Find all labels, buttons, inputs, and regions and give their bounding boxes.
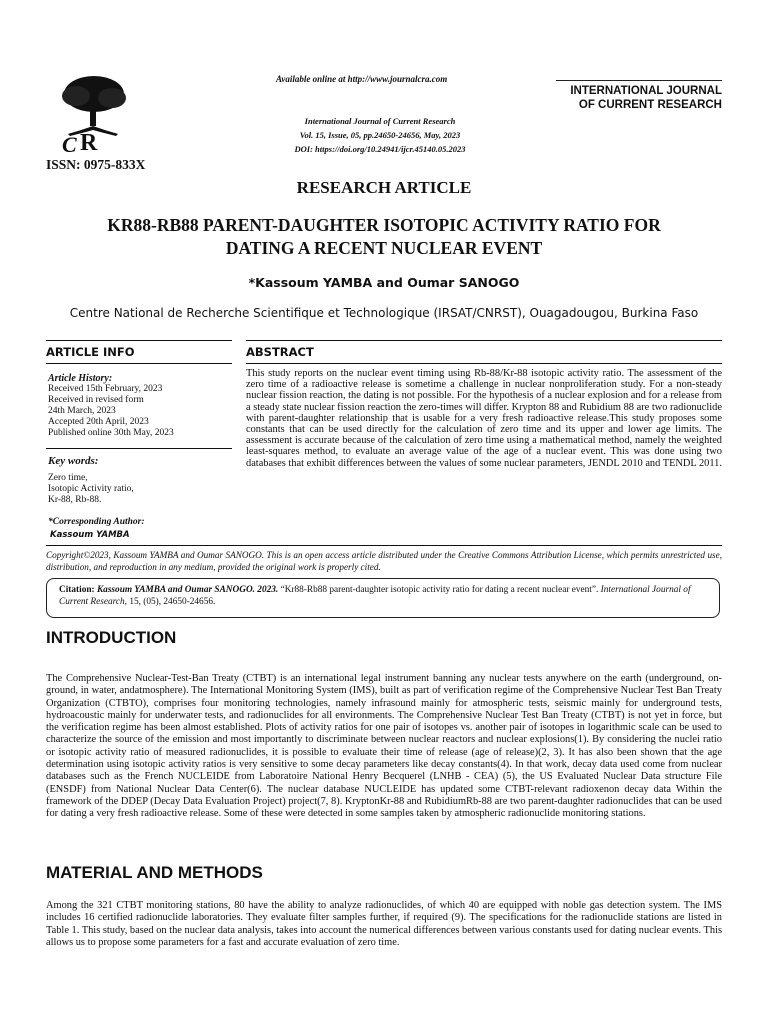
article-title bbox=[60, 214, 708, 260]
divider bbox=[246, 363, 722, 364]
citation-box bbox=[46, 578, 720, 618]
divider bbox=[46, 545, 722, 546]
svg-text:R: R bbox=[80, 130, 98, 154]
journal-line: International Journal of Current Research bbox=[304, 116, 456, 126]
journal-name bbox=[554, 84, 722, 112]
copyright: Copyright©2023, Kassoum YAMBA and Oumar SANOGO. This is an open access article distributed under the Creative Commons Attribution License, which permits unrestricted use, distribution, and reproduction in any medium, provided the original work is properly cited. bbox=[46, 550, 722, 572]
introduction-text: The Comprehensive Nuclear-Test-Ban Treaty (CTBT) is an international legal instrument banning any nuclear tests anywhere on the earth (underground, on-ground, in water, andatmosphere). The International Monitoring System (IMS), built as part of verification regime of the Comprehensive Nuclear Test Ban Treaty Organization (CTBTO), comprises four monitoring technologies, namely infrasound mainly for atmospheric tests, seismic mainly for underground tests, hydroacoustic mainly for underwater tests, and radionuclides for all environments. The Comprehensive Nuclear Test Ban Treaty (CTBT) is not yet in force, but the verification regime has been almost established. Plots of activity ratios for one pair of isotopes vs. another pair of isotopes in logarithmic scale can be used to characterize the source of the emission and most importantly to discriminate between nuclear reactors and nuclear explosions(1). By considering the nuclei ratio or isotopic activity ratio of measured radionuclides, it is possible to evaluate their time of release (age of release)(2, 3). It has also been shown that the age determination using isotopic activity ratios is very sensitive to some decay parameters like decay constants(4). In that work, decay data used come from nuclear databases such as the French NUCLEIDE from Laboratoire National Henry Becquerel (LNHB - CEA) (5), the US Evaluated Nuclear Data structure File (ENSDF) from National Nuclear Data Center(6). The nuclear database NUCLEIDE has updated some CTBT-relevant radioxenon decay data Within the framework of the DDEP (Decay Data Evaluation Project) project(7, 8). KryptonKr-88 and RubidiumRb-88 are two parent-daughter radionuclides that can be used for dating a very fresh radioactive release. Some of these were detected in some samples taken by atmospheric radionuclide monitoring stations. bbox=[46, 673, 722, 820]
methods-text: Among the 321 CTBT monitoring stations, 80 have the ability to analyze radionuclides, of which 40 are equipped with noble gas detection system. The IMS includes 16 certified radionuclide laboratories. They evaluate filter samples further, if required (9). The specifications for the radionuclide stations are listed in Table 1. This study, based on the nuclear data analysis, takes into account the numerical differences between various constants used for dating nuclear events. This allows us to propose some parameters for a fast and accurate evaluation of zero time. bbox=[46, 900, 722, 948]
keyword: Isotopic Activity ratio, bbox=[48, 484, 134, 494]
keywords-heading: Key words: bbox=[48, 455, 99, 467]
abstract-text: This study reports on the nuclear event timing using Rb-88/Kr-88 isotopic activity ratio. The assessment of the zero time of a radioactive release is sometime a challenge in nuclear nonproliferation study. For a non-steady nuclear fission reaction, the dating is not possible. For the hypothesis of a nuclear explosion and for a release from a steady state nuclear fission reaction the zero-times will differ. Krypton 88 and Rubidium 88 are two radionuclide with parent-daughter relationship that is usable for a very fresh radioactive release.This study proposes some constants that can be used directly for the calculation of zero time and its upper and lower age limits. The assessment is accurate because of the calculation of zero time using a mathematical method, namely the weighted least-squares method, to evaluate an average value of the age of a nuclear event. This was done using two databases that exhibit differences between the values of some nuclear parameters, JENDL 2010 and TENDL 2011. bbox=[246, 368, 722, 469]
journal-name-rule bbox=[556, 80, 722, 81]
divider bbox=[246, 340, 722, 341]
divider bbox=[46, 448, 232, 449]
article-history bbox=[48, 373, 232, 439]
citation-authors: Kassoum YAMBA and Oumar SANOGO. 2023. bbox=[96, 585, 279, 595]
journal-name-line1: INTERNATIONAL JOURNAL bbox=[570, 85, 722, 97]
corresponding-name: Kassoum YAMBA bbox=[50, 530, 130, 540]
received-date: Received 15th February, 2023 bbox=[48, 384, 163, 394]
journal-logo bbox=[52, 72, 132, 154]
history-heading: Article History: bbox=[48, 373, 113, 384]
abstract-heading: ABSTRACT bbox=[246, 345, 314, 359]
volume-line: Vol. 15, Issue, 05, pp.24650-24656, May, 2023 bbox=[299, 130, 461, 140]
journal-name-line2: OF CURRENT RESEARCH bbox=[578, 99, 722, 111]
affiliation: Centre National de Recherche Scientifique et Technologique (IRSAT/CNRST), Ouagadougou, Burkina Faso bbox=[69, 306, 699, 320]
tree-logo-icon bbox=[52, 72, 132, 154]
title-line1: KR88-RB88 PARENT-DAUGHTER ISOTOPIC ACTIVITY RATIO FOR bbox=[107, 215, 661, 235]
published-date: Published online 30th May, 2023 bbox=[48, 428, 174, 438]
article-type: RESEARCH ARTICLE bbox=[296, 178, 472, 197]
keyword: Zero time, bbox=[48, 473, 88, 483]
accepted-date: Accepted 20th April, 2023 bbox=[48, 417, 149, 427]
journal-info bbox=[250, 114, 510, 156]
citation-title: “Kr88-Rb88 parent-daughter isotopic activity ratio for dating a recent nuclear event”. bbox=[280, 585, 599, 595]
svg-text:C: C bbox=[62, 132, 77, 154]
article-info-heading: ARTICLE INFO bbox=[46, 345, 135, 359]
available-online: Available online at http://www.journalcra.com bbox=[276, 74, 448, 84]
divider bbox=[46, 363, 232, 364]
keyword: Kr-88, Rb-88. bbox=[48, 495, 102, 505]
corresponding-heading: *Corresponding Author: bbox=[48, 517, 145, 527]
doi-line: DOI: https://doi.org/10.24941/ijcr.45140.05.2023 bbox=[294, 144, 466, 154]
issn: ISSN: 0975-833X bbox=[46, 157, 146, 172]
introduction-heading: INTRODUCTION bbox=[46, 628, 177, 647]
authors: *Kassoum YAMBA and Oumar SANOGO bbox=[248, 275, 520, 290]
revised-date: 24th March, 2023 bbox=[48, 406, 116, 416]
citation-journal: International Journal of Current Research, bbox=[59, 585, 691, 607]
citation-details: 15, (05), 24650-24656. bbox=[129, 597, 216, 607]
citation-label: Citation: bbox=[59, 585, 95, 595]
keywords bbox=[48, 455, 232, 506]
methods-heading: MATERIAL AND METHODS bbox=[46, 863, 263, 882]
corresponding-author bbox=[48, 517, 232, 540]
revised-label: Received in revised form bbox=[48, 395, 144, 405]
title-line2: DATING A RECENT NUCLEAR EVENT bbox=[225, 238, 543, 258]
divider bbox=[46, 340, 232, 341]
